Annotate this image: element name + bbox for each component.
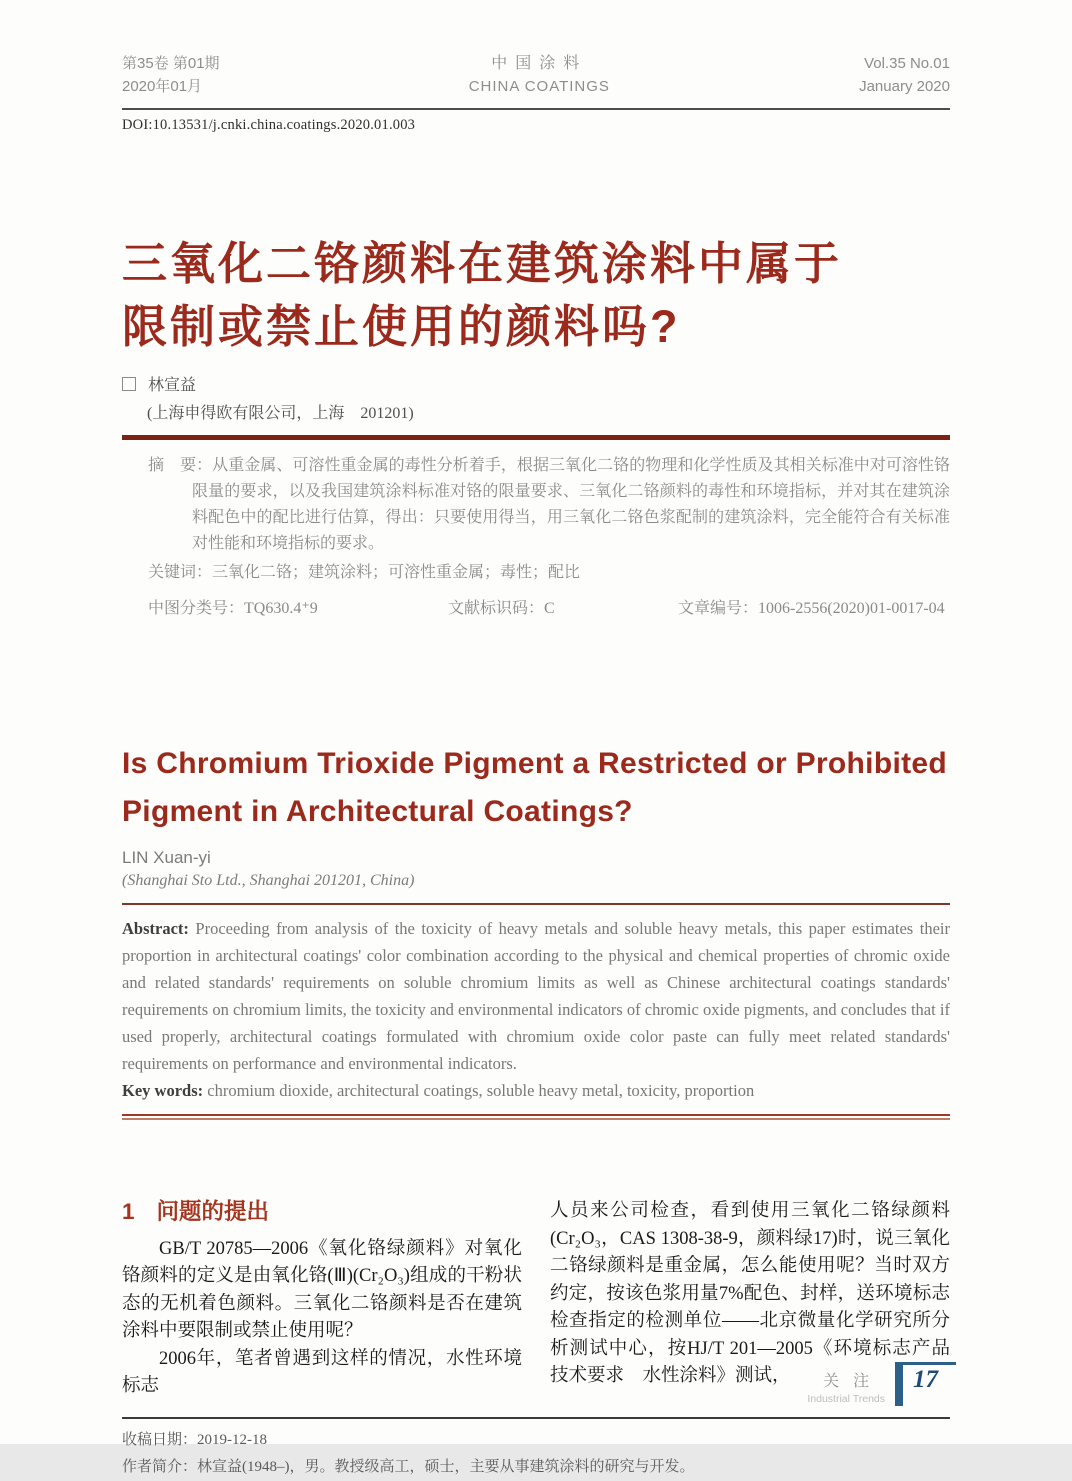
body-paragraph: 人员来公司检查，看到使用三氧化二铬绿颜料(Cr₂O₃，CAS 1308-38-9，颜料绿17)时，说三氧化二铬绿颜料是重金属，怎么能使用呢？当时双方约定，按该色浆用量7%配色、封样，送环境标志检查指定的检测单位——北京微量化学研究所分析测试中心，按HJ/T 201—2005《环境标志产品技术要求 水性涂料》测试， (550, 1201, 950, 1386)
title-zh-line1: 三氧化二铬颜料在建筑涂料中属于 (122, 238, 843, 289)
body-paragraph: 2006年，笔者曾遇到这样的情况，水性环境标志 (122, 1348, 522, 1396)
affiliation-en: (Shanghai Sto Ltd., Shanghai 201201, China) (122, 872, 415, 889)
title-en-line2: Pigment in Architectural Coatings? (122, 795, 633, 828)
doi: DOI:10.13531/j.cnki.china.coatings.2020.01.003 (122, 117, 416, 133)
author-marker-icon (122, 377, 136, 391)
date-zh: 2020年01月 (122, 78, 203, 95)
journal-header (122, 0, 950, 110)
title-divider-rule (122, 435, 950, 440)
clc-number: 中图分类号：TQ630.4⁺9 (148, 600, 318, 617)
keywords-en-text: chromium dioxide, architectural coatings, soluble heavy metal, toxicity, proportion (203, 1081, 755, 1100)
footnotes (122, 1419, 950, 1481)
column-name-zh: 关注 (823, 1373, 884, 1390)
abstract-zh (148, 453, 950, 557)
volume-en: Vol.35 No.01 (864, 55, 950, 72)
abstract-zh-text: 从重金属、可溶性重金属的毒性分析着手，根据三氧化二铬的物理和化学性质及其相关标准中对可溶性铬限量的要求，以及我国建筑涂料标准对铬的限量要求、三氧化二铬颜料的毒性和环境指标，并对其在建筑涂料配色中的配比进行估算，得出：只要使用得当，用三氧化二铬色浆配制的建筑涂料，完全能符合有关标准对性能和环境指标的要求。 (192, 457, 950, 552)
section-1-number: 1 (122, 1199, 135, 1224)
title-en-line1: Is Chromium Trioxide Pigment a Restricted or Prohibited (122, 747, 947, 780)
keywords-en-label: Key words: (122, 1081, 204, 1100)
header-journal-block (469, 52, 610, 98)
article-title-zh (122, 232, 950, 358)
abstract-en (122, 915, 950, 1077)
page-footer (807, 1362, 956, 1406)
author-name-en: LIN Xuan-yi (122, 848, 211, 867)
article-id: 文章编号：1006-2556(2020)01-0017-04 (678, 600, 945, 617)
issue-zh: 第35卷 第01期 (122, 55, 220, 72)
affiliation-zh: (上海申得欧有限公司，上海 201201) (147, 405, 414, 422)
meta-row (148, 595, 950, 618)
journal-name-en: CHINA COATINGS (468, 78, 610, 95)
journal-name-zh: 中国涂料 (491, 55, 588, 72)
document-code: 文献标识码：C (448, 600, 555, 617)
section-1-title: 问题的提出 (156, 1199, 270, 1224)
author-name-zh: 林宣益 (148, 377, 197, 394)
body-divider-rule (122, 1114, 950, 1120)
body-paragraph: GB/T 20785—2006《氧化铬绿颜料》对氧化铬颜料的定义是由氧化铬(Ⅲ)(Cr₂O₃)组成的干粉状态的无机着色颜料。三氧化二铬颜料是否在建筑涂料中要限制或禁止使用呢？ (122, 1238, 522, 1341)
author-row (122, 372, 950, 395)
page-number: 17 (895, 1362, 956, 1406)
title-zh-line2: 限制或禁止使用的颜料吗? (122, 301, 681, 352)
column-label (807, 1362, 885, 1405)
date-en: January 2020 (859, 78, 950, 95)
article-title-en (122, 740, 950, 836)
received-date: 收稿日期：2019-12-18 (122, 1431, 267, 1448)
header-issue-block (122, 52, 220, 98)
keywords-zh: 关键词：三氧化二铬；建筑涂料；可溶性重金属；毒性；配比 (148, 564, 581, 581)
left-column (122, 1198, 522, 1401)
abstract-en-text: Proceeding from analysis of the toxicity of heavy metals and soluble heavy metals, this paper estimates their proportion in architectural coatings' color combination according to the physical and chemical properties of chromic oxide and related standards' requirements on soluble chromium limits as well as Chinese architectural coatings standards' requirements on chromium limits, the toxicity and environmental indicators of chromic oxide pigments, and concludes that if used properly, architectural coatings formulated with chromium oxide color paste can fully meet related standards' requirements on performance and environmental indicators. (122, 919, 950, 1073)
abstract-en-label: Abstract: (122, 919, 189, 938)
abstract-zh-label: 摘 要： (148, 457, 213, 474)
header-volume-block (859, 52, 950, 98)
column-name-en: Industrial Trends (807, 1393, 885, 1405)
abstract-divider-rule (122, 903, 950, 905)
author-bio: 作者简介：林宣益(1948–)，男。教授级高工，硕士，主要从事建筑涂料的研究与开发。 (122, 1458, 695, 1475)
section-1-heading (122, 1198, 522, 1226)
keywords-en (122, 1077, 950, 1104)
